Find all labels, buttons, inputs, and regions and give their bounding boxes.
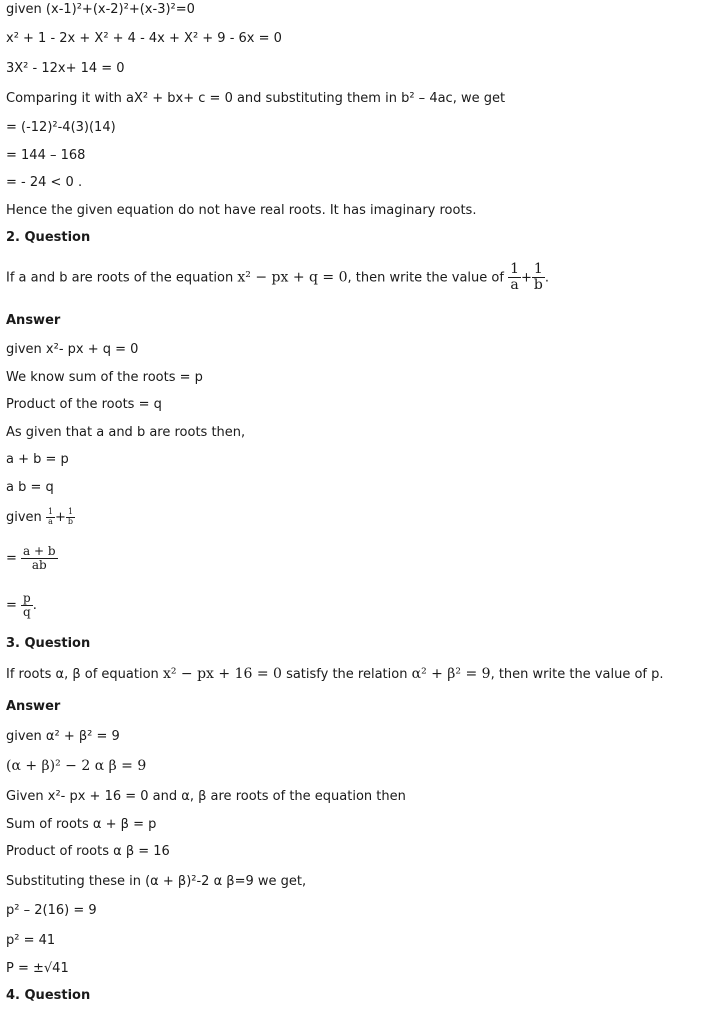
q3-answer-label: Answer <box>6 699 61 714</box>
q2-answer-line-9: = $\frac{p}{q}$ . <box>6 591 37 620</box>
s1-line-3: 3X² - 12x+ 14 = 0 <box>6 61 125 76</box>
q3-answer-line-2: (α + β)² − 2 α β = 9 <box>6 758 147 774</box>
q2-heading: 2. Question <box>6 230 91 245</box>
q2-fraction-1-over-a: $\frac{1}{a}$ <box>510 261 520 294</box>
q3-question-mid: satisfy the relation <box>286 667 408 682</box>
q2-question: If a and b are roots of the equation x² − px + q = 0, then write the value of $\frac{1}{a}$ + $\frac{1}{b}$ . <box>6 261 549 294</box>
q3-answer-line-1: given α² + β² = 9 <box>6 729 120 744</box>
q2-given-label: given <box>6 509 42 525</box>
q3-question <box>6 666 664 683</box>
q3-relation: α² + β² = 9 <box>411 666 491 682</box>
q4-heading: 4. Question <box>6 988 91 1003</box>
q2-small-fraction-1-over-b: $\frac{1}{b}$ <box>67 507 74 526</box>
q3-answer-line-6: Substituting these in (α + β)²-2 α β=9 we get, <box>6 874 307 889</box>
q2-answer-line-1: given x²- px + q = 0 <box>6 342 139 357</box>
s1-line-4: Comparing it with aX² + bx+ c = 0 and substituting them in b² – 4ac, we get <box>6 91 506 106</box>
q2-answer-line-5: a + b = p <box>6 452 69 467</box>
q2-small-fraction-1-over-a: $\frac{1}{a}$ <box>47 507 54 526</box>
q3-question-prefix: If roots α, β of equation <box>6 667 159 682</box>
s1-line-7: = - 24 < 0 . <box>6 175 83 190</box>
q2-answer-label: Answer <box>6 313 61 328</box>
s1-line-5: = (-12)²-4(3)(14) <box>6 120 116 135</box>
q2-answer-line-7: given $\frac{1}{a}$ + $\frac{1}{b}$ <box>6 507 74 526</box>
q3-answer-line-5: Product of roots α β = 16 <box>6 844 170 859</box>
q2-answer-line-3: Product of the roots = q <box>6 397 162 412</box>
s1-line-2: x² + 1 - 2x + X² + 4 - 4x + X² + 9 - 6x = 0 <box>6 31 282 46</box>
q2-question-prefix: If a and b are roots of the equation <box>6 270 234 286</box>
q3-heading: 3. Question <box>6 636 91 651</box>
q2-equation: x² − px + q = 0 <box>237 269 348 286</box>
s1-line-1: given (x-1)²+(x-2)²+(x-3)²=0 <box>6 2 195 17</box>
q3-answer-line-8: p² = 41 <box>6 933 56 948</box>
q2-fraction-p-over-q: $\frac{p}{q}$ <box>23 591 31 620</box>
q2-answer-line-2: We know sum of the roots = p <box>6 370 203 385</box>
q2-fraction-sum-over-product: $\frac{a + b}{ab}$ <box>23 544 56 573</box>
q3-equation: x² − px + 16 = 0 <box>162 666 282 682</box>
s1-line-6: = 144 – 168 <box>6 148 86 163</box>
q3-answer-line-4: Sum of roots α + β = p <box>6 817 157 832</box>
q2-answer-line-4: As given that a and b are roots then, <box>6 425 246 440</box>
q2-question-mid: , then write the value of <box>347 270 504 286</box>
q3-answer-line-3: Given x²- px + 16 = 0 and α, β are roots of the equation then <box>6 789 406 804</box>
q3-answer-line-9: P = ±√41 <box>6 961 69 976</box>
q2-answer-line-6: a b = q <box>6 480 54 495</box>
q2-fraction-1-over-b: $\frac{1}{b}$ <box>533 261 543 294</box>
s1-line-8: Hence the given equation do not have real roots. It has imaginary roots. <box>6 203 477 218</box>
q3-question-end: , then write the value of p. <box>490 667 664 682</box>
q2-answer-line-8: = $\frac{a + b}{ab}$ <box>6 544 56 573</box>
q3-answer-line-7: p² – 2(16) = 9 <box>6 903 97 918</box>
